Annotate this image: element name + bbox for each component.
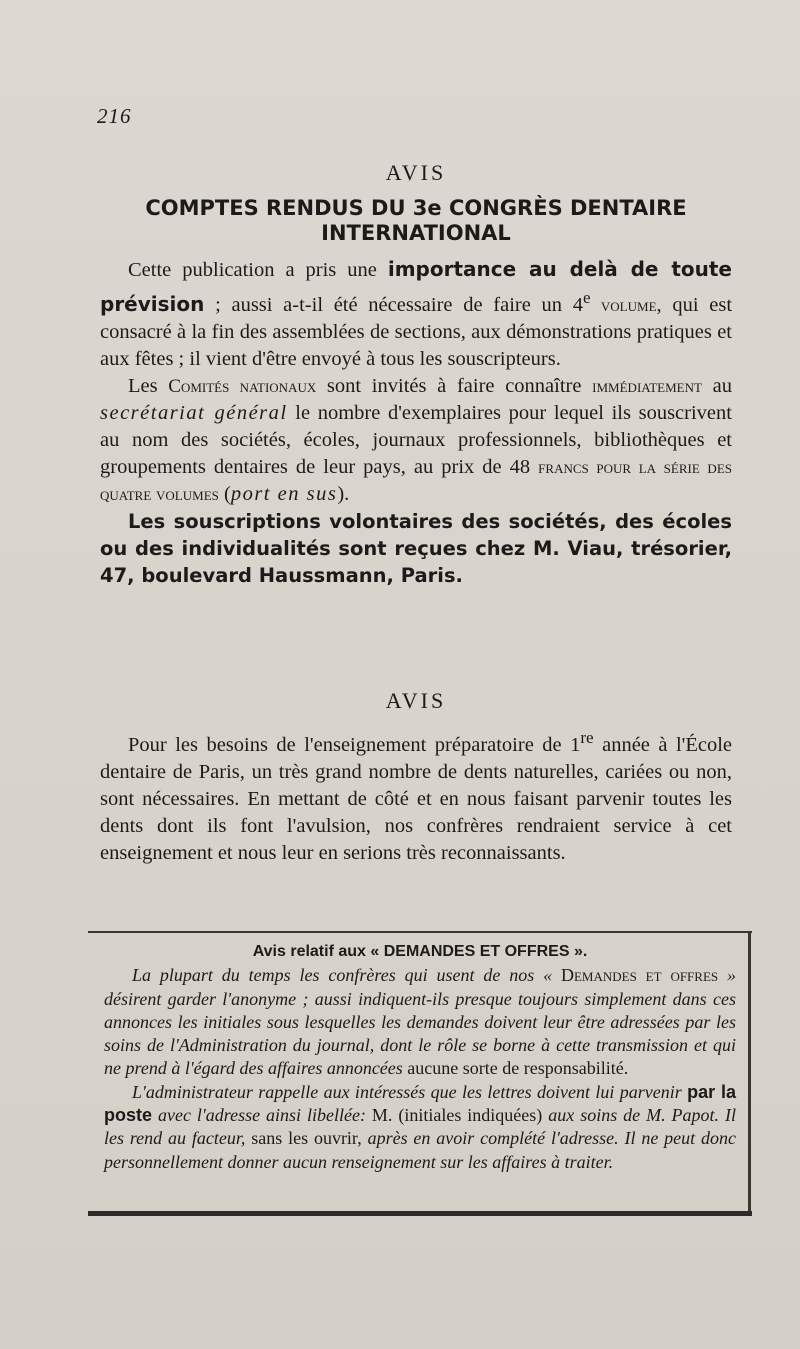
paragraph-enseignement: Pour les besoins de l'enseignement préparatoire de 1re année à l'École dentaire de Paris, un très grand nombre de dents naturelles, cariées ou non, sont nécessaires. En mettant de côté et en nous faisant parvenir toutes les dents dont ils font l'avulsion, nos confrères rendraient service à cet enseignement et nous leur en serions très reconnaissants.	[100, 728, 732, 864]
avis-heading-2: AVIS	[385, 688, 447, 713]
teeth-notice-section	[100, 724, 732, 867]
avis-heading-1: AVIS	[385, 160, 447, 185]
paragraph-comites: Les Comités nationaux sont invités à faire connaître immédiatement au secrétariat général le nombre d'exemplaires pour lequel ils souscrivent au nom des sociétés, écoles, journaux professionnels, bibliothèques et groupements dentaires de leur pays, au prix de 48 francs pour la série des quatre volumes (port en sus).	[100, 374, 732, 505]
paragraph-souscriptions: Les souscriptions volontaires des sociétés, des écoles ou des individualités sont reçues chez M. Viau, trésorier, 47, boulevard Haussmann, Paris.	[100, 509, 732, 587]
notice-frame-top	[88, 931, 752, 933]
paragraph-publication: Cette publication a pris une importance au delà de toute prévision ; aussi a-t-il été nécessaire de faire un 4e volume, qui est consacré à la fin des assemblées de sections, aux démonstrations pratiques et aux fêtes ; il vient d'être envoyé à tous les souscripteurs.	[100, 257, 733, 370]
notice-frame-bottom	[88, 1211, 752, 1216]
congress-title-line2: INTERNATIONAL	[321, 221, 511, 245]
congress-title-line1: COMPTES RENDUS DU 3e CONGRÈS DENTAIRE	[145, 196, 687, 220]
notice-frame-right	[748, 933, 751, 1215]
notice-paragraph-2: L'administrateur rappelle aux intéressés que les lettres doivent lui parvenir par la poste avec l'adresse ainsi libellée: M. (initiales indiquées) aux soins de M. Papot. Il les rend au facteur, sans les ouvrir, après en avoir complété l'adresse. Il ne peut donc personnellement donner aucun renseignement sur les affaires à traiter.	[104, 1081, 737, 1172]
congress-section	[100, 256, 732, 589]
notice-paragraph-1: La plupart du temps les confrères qui usent de nos « Demandes et offres » désirent garder l'anonyme ; aussi indiquent-ils presque toujours simplement dans ces annonces les initiales sous lesquelles les demandes doivent leur être adressées par les soins de l'Administration du journal, dont le rôle se borne à cette transmission et qui ne prend à l'égard des affaires annoncées aucune sorte de responsabilité.	[104, 965, 737, 1079]
congress-title	[100, 196, 732, 246]
notice-title: Avis relatif aux « DEMANDES ET OFFRES ».	[252, 943, 588, 960]
demandes-offres-notice	[104, 940, 736, 1174]
page-number: 216	[97, 104, 132, 128]
